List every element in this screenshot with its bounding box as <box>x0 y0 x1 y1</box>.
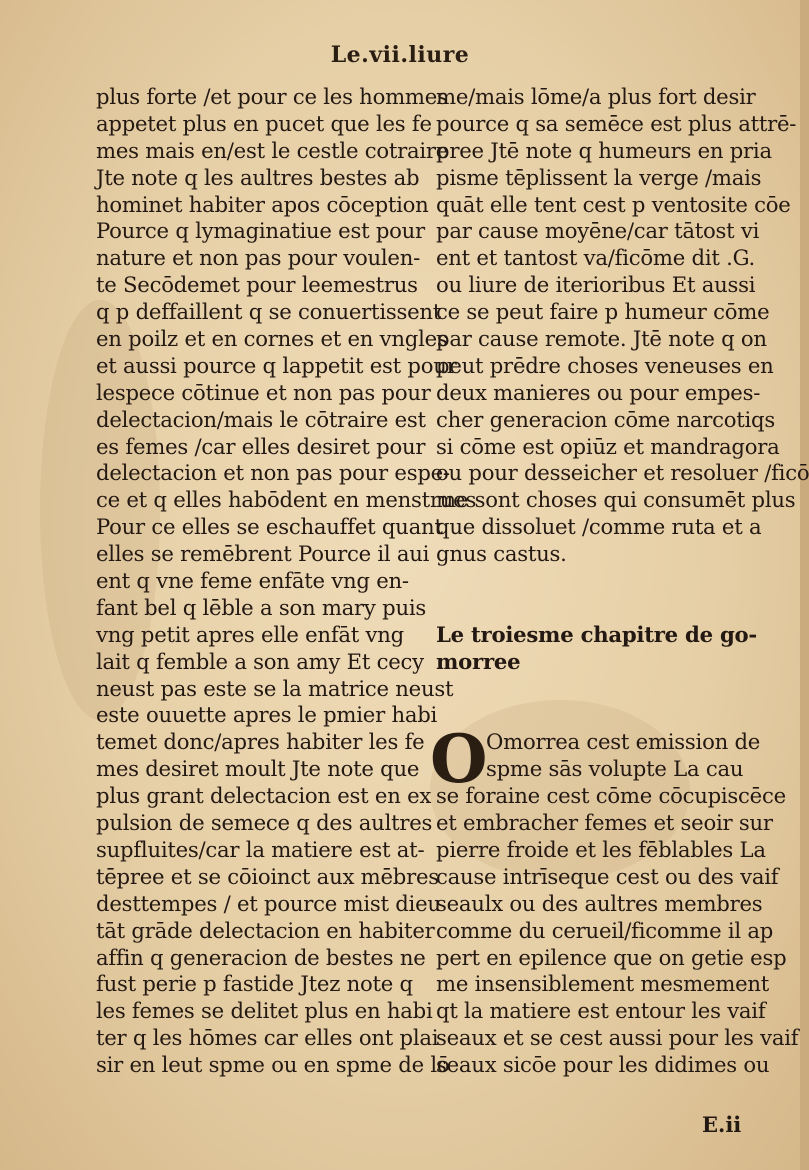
text-line: q p deffaillent q se conuertissent <box>96 299 442 325</box>
text-line: Pour ce elles se eschauffet quant <box>96 514 443 540</box>
blank-space <box>436 595 746 622</box>
text-line: par cause moyēne/car tātost vi <box>436 218 760 244</box>
text-line: plus grant delectacion est en ex <box>96 783 432 809</box>
text-line: es femes /car elles desiret pour <box>96 433 426 459</box>
text-line: este ouuette apres le pmier habi <box>96 702 438 728</box>
text-line: hominet habiter apos cōception <box>96 191 429 217</box>
left-column <box>96 84 477 1079</box>
text-line: lespece cōtinue et non pas pour <box>96 379 431 405</box>
text-line: seaulx ou des aultres membres <box>436 890 763 916</box>
text-line: peut prēdre choses veneuses en <box>436 352 774 378</box>
text-line: ou pour desseicher et resoluer /ficō <box>436 460 809 486</box>
text-line: pree Jtē note q humeurs en pria <box>436 137 772 163</box>
text-line: ent et tantost va/ficōme dit .G. <box>436 245 755 271</box>
text-line: Jte note q les aultres bestes ab <box>96 164 420 190</box>
text-line: vng petit apres elle enfāt vng <box>96 621 404 647</box>
text-line: Pource q lymaginatiue est pour <box>96 218 425 244</box>
text-line: seaux sicōe pour les didimes ou <box>436 1052 770 1078</box>
text-line: me sont choses qui consumēt plus <box>436 487 796 513</box>
text-line: tāt grāde delectacion en habiter <box>96 917 435 943</box>
text-line: ce et q elles habōdent en menstrues <box>96 487 477 513</box>
blank-space <box>436 568 746 595</box>
catchword: E.ii <box>702 1112 742 1137</box>
text-line: tēpree et se cōioinct aux mēbres <box>96 863 439 889</box>
text-line: spme sās volupte La cau <box>486 756 744 782</box>
text-line: seaux et se cest aussi pour les vaif <box>436 1025 799 1051</box>
text-line: ter q les hōmes car elles ont plai <box>96 1025 439 1051</box>
text-line: par cause remote. Jtē note q on <box>436 326 767 352</box>
text-line: me insensiblement mesmement <box>436 971 770 997</box>
text-line: lait q femble a son amy Et cecy <box>96 648 424 674</box>
right-column <box>430 84 809 1079</box>
blank-space <box>436 676 746 703</box>
text-line: comme du cerueil/ficomme il ap <box>436 917 774 943</box>
text-line: Omorrea cest emission de <box>486 729 761 755</box>
running-head: Le.vii.liure <box>330 42 470 68</box>
text-line: ent q vne feme enfāte vng en- <box>96 568 409 594</box>
text-line: affin q generacion de bestes ne <box>96 944 426 970</box>
text-line: se foraine cest cōme cōcupiscēce <box>436 783 786 809</box>
text-line: ou liure de iterioribus Et aussi <box>436 272 756 298</box>
text-line: delectacion/mais le cōtraire est <box>96 406 426 432</box>
chapter-heading-line: morree <box>436 648 521 674</box>
text-line: et embracher femes et seoir sur <box>436 810 773 836</box>
text-line: me/mais lōme/a plus fort desir <box>436 84 756 109</box>
text-line: cher generacion cōme narcotiqs <box>436 406 775 432</box>
text-line: elles se remēbrent Pource il aui <box>96 541 430 567</box>
text-line: fant bel q lēble a son mary puis <box>96 594 426 620</box>
right-column-top <box>436 84 809 568</box>
text-line: pert en epilence que on getie esp <box>436 944 787 970</box>
text-line: te Secōdemet pour leemestrus <box>96 272 418 298</box>
text-line: appetet plus en pucet que les fe <box>96 110 432 136</box>
text-line: mes mais en/est le cestle cotraire <box>96 137 449 163</box>
text-line: ce se peut faire p humeur cōme <box>436 299 770 325</box>
text-line: en poilz et en cornes et en vngles <box>96 326 448 352</box>
chapter-heading <box>436 621 757 676</box>
text-line: pulsion de semece q des aultres <box>96 810 433 836</box>
text-line: supfluites/car la matiere est at- <box>96 836 425 862</box>
text-line: et aussi pource q lappetit est pour <box>96 352 457 378</box>
text-line: plus forte /et pour ce les hommes <box>96 84 448 109</box>
text-line: temet donc/apres habiter les fe <box>96 729 425 755</box>
text-line: desttempes / et pource mist dieu <box>96 890 441 916</box>
chapter-body <box>430 720 799 1079</box>
text-line: gnus castus. <box>436 541 567 567</box>
text-line: que dissoluet /comme ruta et a <box>436 514 762 540</box>
text-line: mes desiret moult Jte note que <box>96 756 420 782</box>
text-line: si cōme est opiūz et mandragora <box>436 433 780 459</box>
text-line: pisme tēplissent la verge /mais <box>436 164 762 190</box>
text-line: nature et non pas pour voulen- <box>96 245 421 271</box>
chapter-heading-line: Le troiesme chapitre de go- <box>436 621 757 647</box>
text-line: qt la matiere est entour les vaif <box>436 998 766 1024</box>
text-line: fust perie p fastide Jtez note q <box>96 971 413 997</box>
text-line: delectacion et non pas pour espe- <box>96 460 450 486</box>
text-line: quāt elle tent cest p ventosite cōe <box>436 191 791 217</box>
text-line: deux manieres ou pour empes- <box>436 379 761 405</box>
text-line: pierre froide et les fēblables La <box>436 836 766 862</box>
text-line: cause intrīseque cest ou des vaif <box>436 863 779 889</box>
text-line: pource q sa semēce est plus attrē- <box>436 110 797 136</box>
text-line: neust pas este se la matrice neust <box>96 675 454 701</box>
text-line: sir en leut spme ou en spme de lō <box>96 1052 450 1078</box>
drop-cap: O <box>430 720 488 799</box>
text-line: les femes se delitet plus en habi <box>96 998 433 1024</box>
